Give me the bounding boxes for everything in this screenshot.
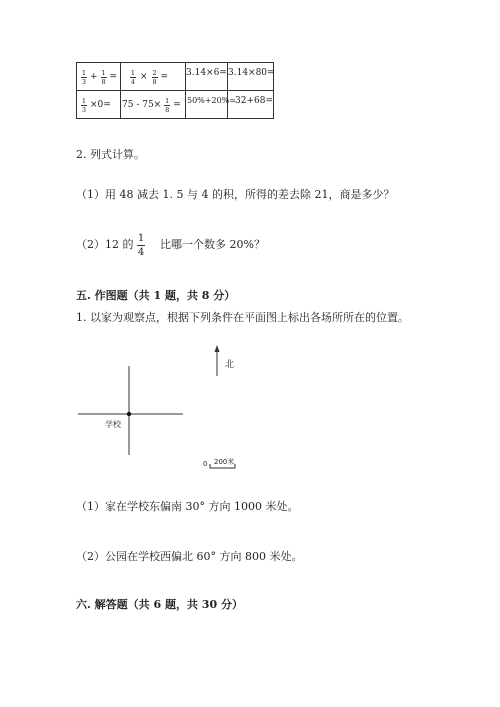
fraction: $\frac{1}{8}$ bbox=[101, 68, 106, 86]
table-cell-r2c2: 75 - 75× $\frac{1}{8}$ = bbox=[122, 96, 181, 114]
question-text: （2）12 的 bbox=[76, 238, 134, 251]
question-text: （2）公园在学校西偏北 60° 方向 800 米处。 bbox=[76, 550, 303, 563]
question-text: （1）家在学校东偏南 30° 方向 1000 米处。 bbox=[76, 500, 299, 513]
school-label: 学校 bbox=[105, 420, 121, 429]
table-cell-r1c4: 3.14×80= bbox=[228, 68, 275, 78]
fraction: $\frac{2}{8}$ bbox=[152, 68, 157, 86]
section-heading: 六. 解答题（共 6 题，共 30 分） bbox=[76, 598, 243, 611]
question-text: 比哪一个数多 20%？ bbox=[160, 238, 265, 251]
table-cell-r2c1: $\frac{1}{3}$ ×0= bbox=[81, 96, 111, 114]
table-cell-r1c1: $\frac{1}{3}$ + $\frac{1}{8}$ = bbox=[81, 68, 118, 86]
table-cell-r2c4: 32+68= bbox=[235, 96, 273, 106]
table-cell-r1c3: 3.14×6= bbox=[186, 68, 227, 78]
scale-label: 200米 bbox=[214, 458, 235, 466]
fraction: $\frac{1}{3}$ bbox=[81, 96, 87, 114]
section-heading: 2. 列式计算。 bbox=[76, 148, 145, 161]
section-heading: 五. 作图题（共 1 题，共 8 分） bbox=[76, 289, 236, 302]
north-label: 北 bbox=[225, 360, 235, 370]
north-arrow-head-icon bbox=[215, 345, 220, 352]
table-cell-r1c2: $\frac{1}{4}$ × $\frac{2}{8}$ = bbox=[130, 68, 169, 86]
question-text: （1）用 48 减去 1. 5 与 4 的积，所得的差去除 21，商是多少？ bbox=[76, 188, 395, 201]
school-point bbox=[127, 412, 131, 416]
question-intro: 1. 以家为观察点，根据下列条件在平面图上标出各场所所在的位置。 bbox=[76, 311, 409, 324]
fraction: $\frac{1}{4}$ bbox=[137, 233, 145, 258]
table-cell-r2c3: 50%+20%= bbox=[187, 96, 236, 105]
scale-zero-label: 0 bbox=[203, 460, 208, 468]
fraction: $\frac{1}{4}$ bbox=[130, 68, 136, 86]
fraction: $\frac{1}{8}$ bbox=[165, 96, 170, 114]
fraction: $\frac{1}{3}$ bbox=[81, 68, 87, 86]
